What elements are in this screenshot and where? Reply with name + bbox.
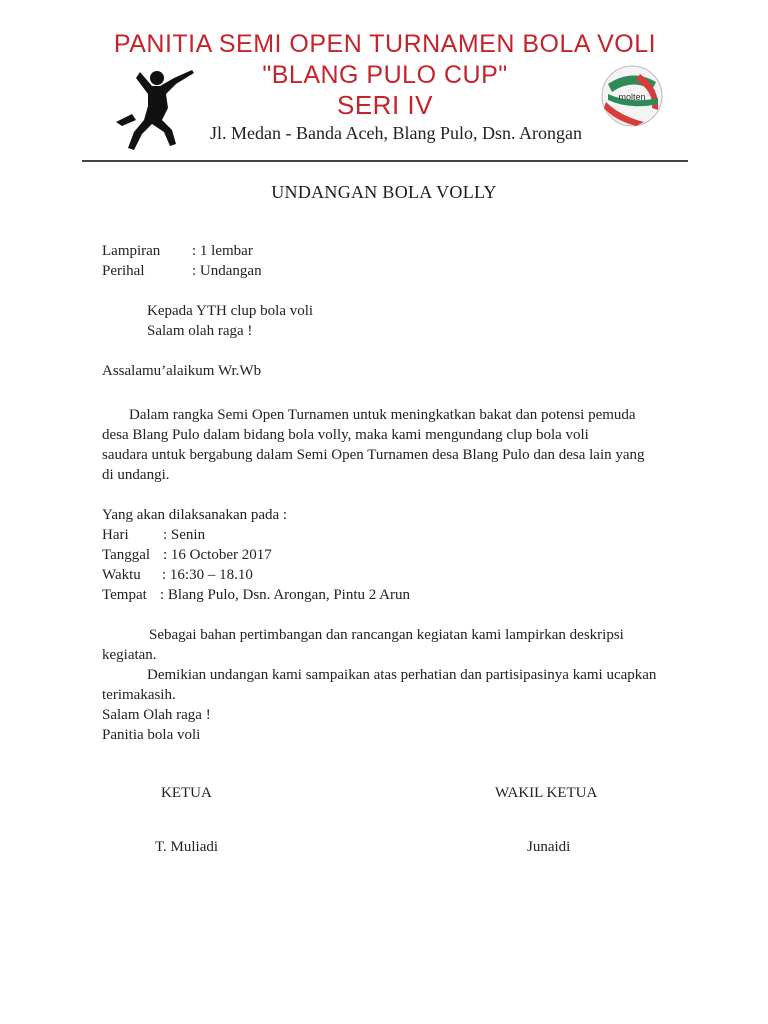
letterhead xyxy=(82,26,688,156)
waktu-value: : 16:30 – 18.10 xyxy=(162,567,253,583)
event-name: "BLANG PULO CUP" xyxy=(262,61,508,89)
ball-brand-label: molten xyxy=(618,92,646,102)
closing-line: Demikian undangan kami sampaikan atas perhatian dan partisipasinya kami ucapkan xyxy=(147,667,657,683)
signature-name-left: T. Muliadi xyxy=(155,839,219,855)
organizer-title: PANITIA SEMI OPEN TURNAMEN BOLA VOLI xyxy=(113,30,657,58)
header-divider xyxy=(82,160,688,162)
paragraph-line: Dalam rangka Semi Open Turnamen untuk meningkatkan bakat dan potensi pemuda xyxy=(129,407,636,423)
hari-value: : Senin xyxy=(163,527,206,543)
closing-salam: Salam Olah raga ! xyxy=(102,707,211,723)
tanggal-label: Tanggal xyxy=(102,547,151,563)
volleyball-icon xyxy=(600,64,664,128)
letter-title: UNDANGAN BOLA VOLLY xyxy=(271,182,497,202)
letterhead-address: Jl. Medan - Banda Aceh, Blang Pulo, Dsn. Arongan xyxy=(210,123,582,143)
tanggal-value: : 16 October 2017 xyxy=(163,547,272,563)
closing-line: terimakasih. xyxy=(102,687,176,703)
signature-role-left: KETUA xyxy=(161,785,212,801)
signature-role-right: WAKIL KETUA xyxy=(495,785,598,801)
closing-panitia: Panitia bola voli xyxy=(102,727,201,743)
schedule-intro: Yang akan dilaksanakan pada : xyxy=(102,507,288,523)
tempat-label: Tempat xyxy=(102,587,147,603)
event-series: SERI IV xyxy=(337,90,433,120)
greeting: Assalamu’alaikum Wr.Wb xyxy=(102,363,262,379)
paragraph-line: di undangi. xyxy=(102,467,170,483)
paragraph-line: desa Blang Pulo dalam bidang bola volly, maka kami mengundang clup bola voli xyxy=(102,427,589,443)
recipient-line: Kepada YTH clup bola voli xyxy=(147,303,314,319)
closing-line: kegiatan. xyxy=(102,647,157,663)
signature-name-right: Junaidi xyxy=(527,839,571,855)
paragraph-line: saudara untuk bergabung dalam Semi Open Turnamen desa Blang Pulo dan desa lain yang xyxy=(102,447,645,463)
tempat-value: : Blang Pulo, Dsn. Arongan, Pintu 2 Arun xyxy=(160,587,411,603)
closing-line: Sebagai bahan pertimbangan dan rancangan kegiatan kami lampirkan deskripsi xyxy=(149,627,624,643)
lampiran-label: Lampiran xyxy=(102,243,161,259)
perihal-value: : Undangan xyxy=(192,263,262,279)
perihal-label: Perihal xyxy=(102,263,145,279)
lampiran-value: : 1 lembar xyxy=(192,243,253,259)
waktu-label: Waktu xyxy=(102,567,141,583)
hari-label: Hari xyxy=(102,527,129,543)
recipient-salutation: Salam olah raga ! xyxy=(147,323,253,339)
